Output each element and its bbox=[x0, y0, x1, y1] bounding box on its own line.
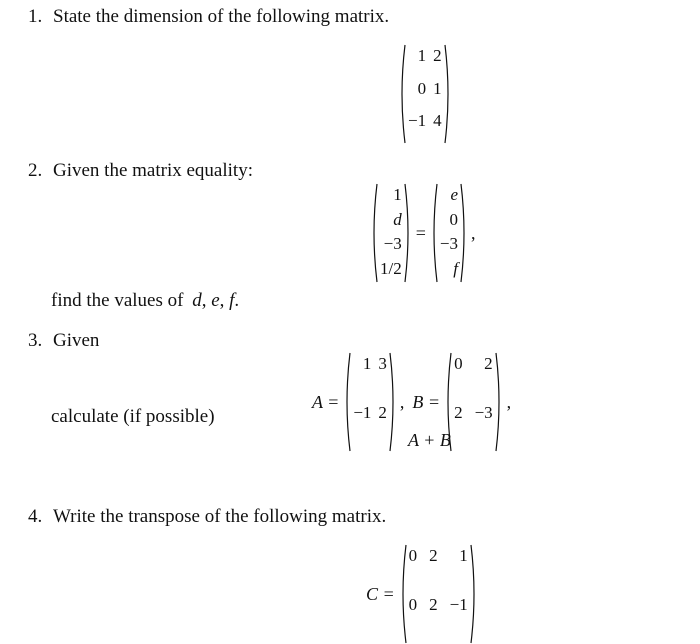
vector-cell: d bbox=[393, 209, 402, 229]
matrix-cell: 2 bbox=[433, 46, 442, 65]
matrix-cell: 2 bbox=[454, 403, 463, 422]
variable-f: f bbox=[229, 290, 235, 311]
question-2-equation bbox=[370, 183, 475, 288]
question-prompt: State the dimension of the following matrix. bbox=[53, 6, 390, 27]
vector-cell: e bbox=[450, 185, 458, 204]
question-number: 3. bbox=[28, 330, 43, 351]
vector-cell: f bbox=[453, 258, 458, 278]
question-1-matrix bbox=[398, 44, 452, 149]
question-4-heading bbox=[28, 506, 386, 528]
comma: , bbox=[506, 391, 512, 412]
expression-a-plus-b: A + B bbox=[408, 430, 451, 450]
matrix-cell: 1 bbox=[362, 354, 372, 373]
question-3-heading bbox=[28, 330, 99, 352]
matrix-cell: −1 bbox=[353, 403, 372, 422]
matrix-cell: 2 bbox=[429, 595, 438, 614]
question-prompt: Given bbox=[53, 330, 100, 351]
vector-cell: 1 bbox=[393, 185, 402, 204]
matrix-cell: 0 bbox=[454, 354, 463, 373]
matrix-a-label: A = bbox=[312, 391, 340, 412]
matrix-cell: 1 bbox=[417, 46, 427, 65]
comma: , bbox=[470, 222, 476, 243]
variable-d: d bbox=[192, 290, 202, 311]
question-3-followup: calculate (if possible) bbox=[51, 406, 215, 427]
matrix-cell: 3 bbox=[378, 354, 387, 373]
matrix-b-label: B = bbox=[412, 391, 441, 412]
right-paren-icon bbox=[389, 352, 397, 452]
matrix-c-label: C = bbox=[366, 583, 395, 604]
left-paren-icon bbox=[430, 183, 438, 283]
question-number: 4. bbox=[28, 506, 43, 527]
question-number: 2. bbox=[28, 160, 43, 181]
matrix-cell: −1 bbox=[408, 111, 427, 131]
matrix-cell: −1 bbox=[449, 595, 468, 614]
vector-cell: 0 bbox=[449, 209, 458, 229]
matrix-cell: 4 bbox=[433, 111, 442, 131]
question-1-heading bbox=[28, 6, 389, 28]
matrix-cell: 1 bbox=[459, 546, 468, 565]
matrix-cell: 1 bbox=[433, 78, 442, 98]
right-paren-icon bbox=[444, 44, 452, 144]
right-paren-icon bbox=[495, 352, 503, 452]
left-paren-icon bbox=[370, 183, 378, 283]
vector-cell: 1/2 bbox=[380, 258, 402, 278]
question-prompt: Write the transpose of the following matrix. bbox=[53, 506, 387, 527]
right-paren-icon bbox=[404, 183, 412, 283]
vector-cell: −3 bbox=[383, 234, 402, 253]
vector-cell: −3 bbox=[439, 234, 458, 253]
matrix-cell: −3 bbox=[474, 403, 493, 422]
matrix-cell: 2 bbox=[484, 354, 493, 373]
left-paren-icon bbox=[343, 352, 351, 452]
followup-text: find the values of bbox=[51, 290, 184, 311]
matrix-cell: 0 bbox=[408, 595, 418, 614]
question-number: 1. bbox=[28, 6, 43, 27]
matrix-cell: 0 bbox=[417, 78, 427, 98]
right-paren-icon bbox=[460, 183, 468, 283]
comma: , bbox=[399, 391, 405, 412]
question-2-heading bbox=[28, 160, 253, 182]
period: . bbox=[234, 290, 240, 311]
left-paren-icon bbox=[399, 544, 407, 644]
variable-e: e bbox=[211, 290, 220, 311]
equals-sign: = bbox=[415, 222, 426, 243]
right-paren-icon bbox=[470, 544, 478, 644]
matrix-cell: 0 bbox=[408, 546, 418, 565]
question-prompt: Given the matrix equality: bbox=[53, 160, 253, 181]
left-paren-icon bbox=[398, 44, 406, 144]
question-2-followup: find the values of d, e, f. bbox=[51, 290, 240, 311]
matrix-cell: 2 bbox=[378, 403, 387, 422]
matrix-cell: 2 bbox=[429, 546, 438, 565]
question-4-matrix bbox=[366, 544, 478, 644]
